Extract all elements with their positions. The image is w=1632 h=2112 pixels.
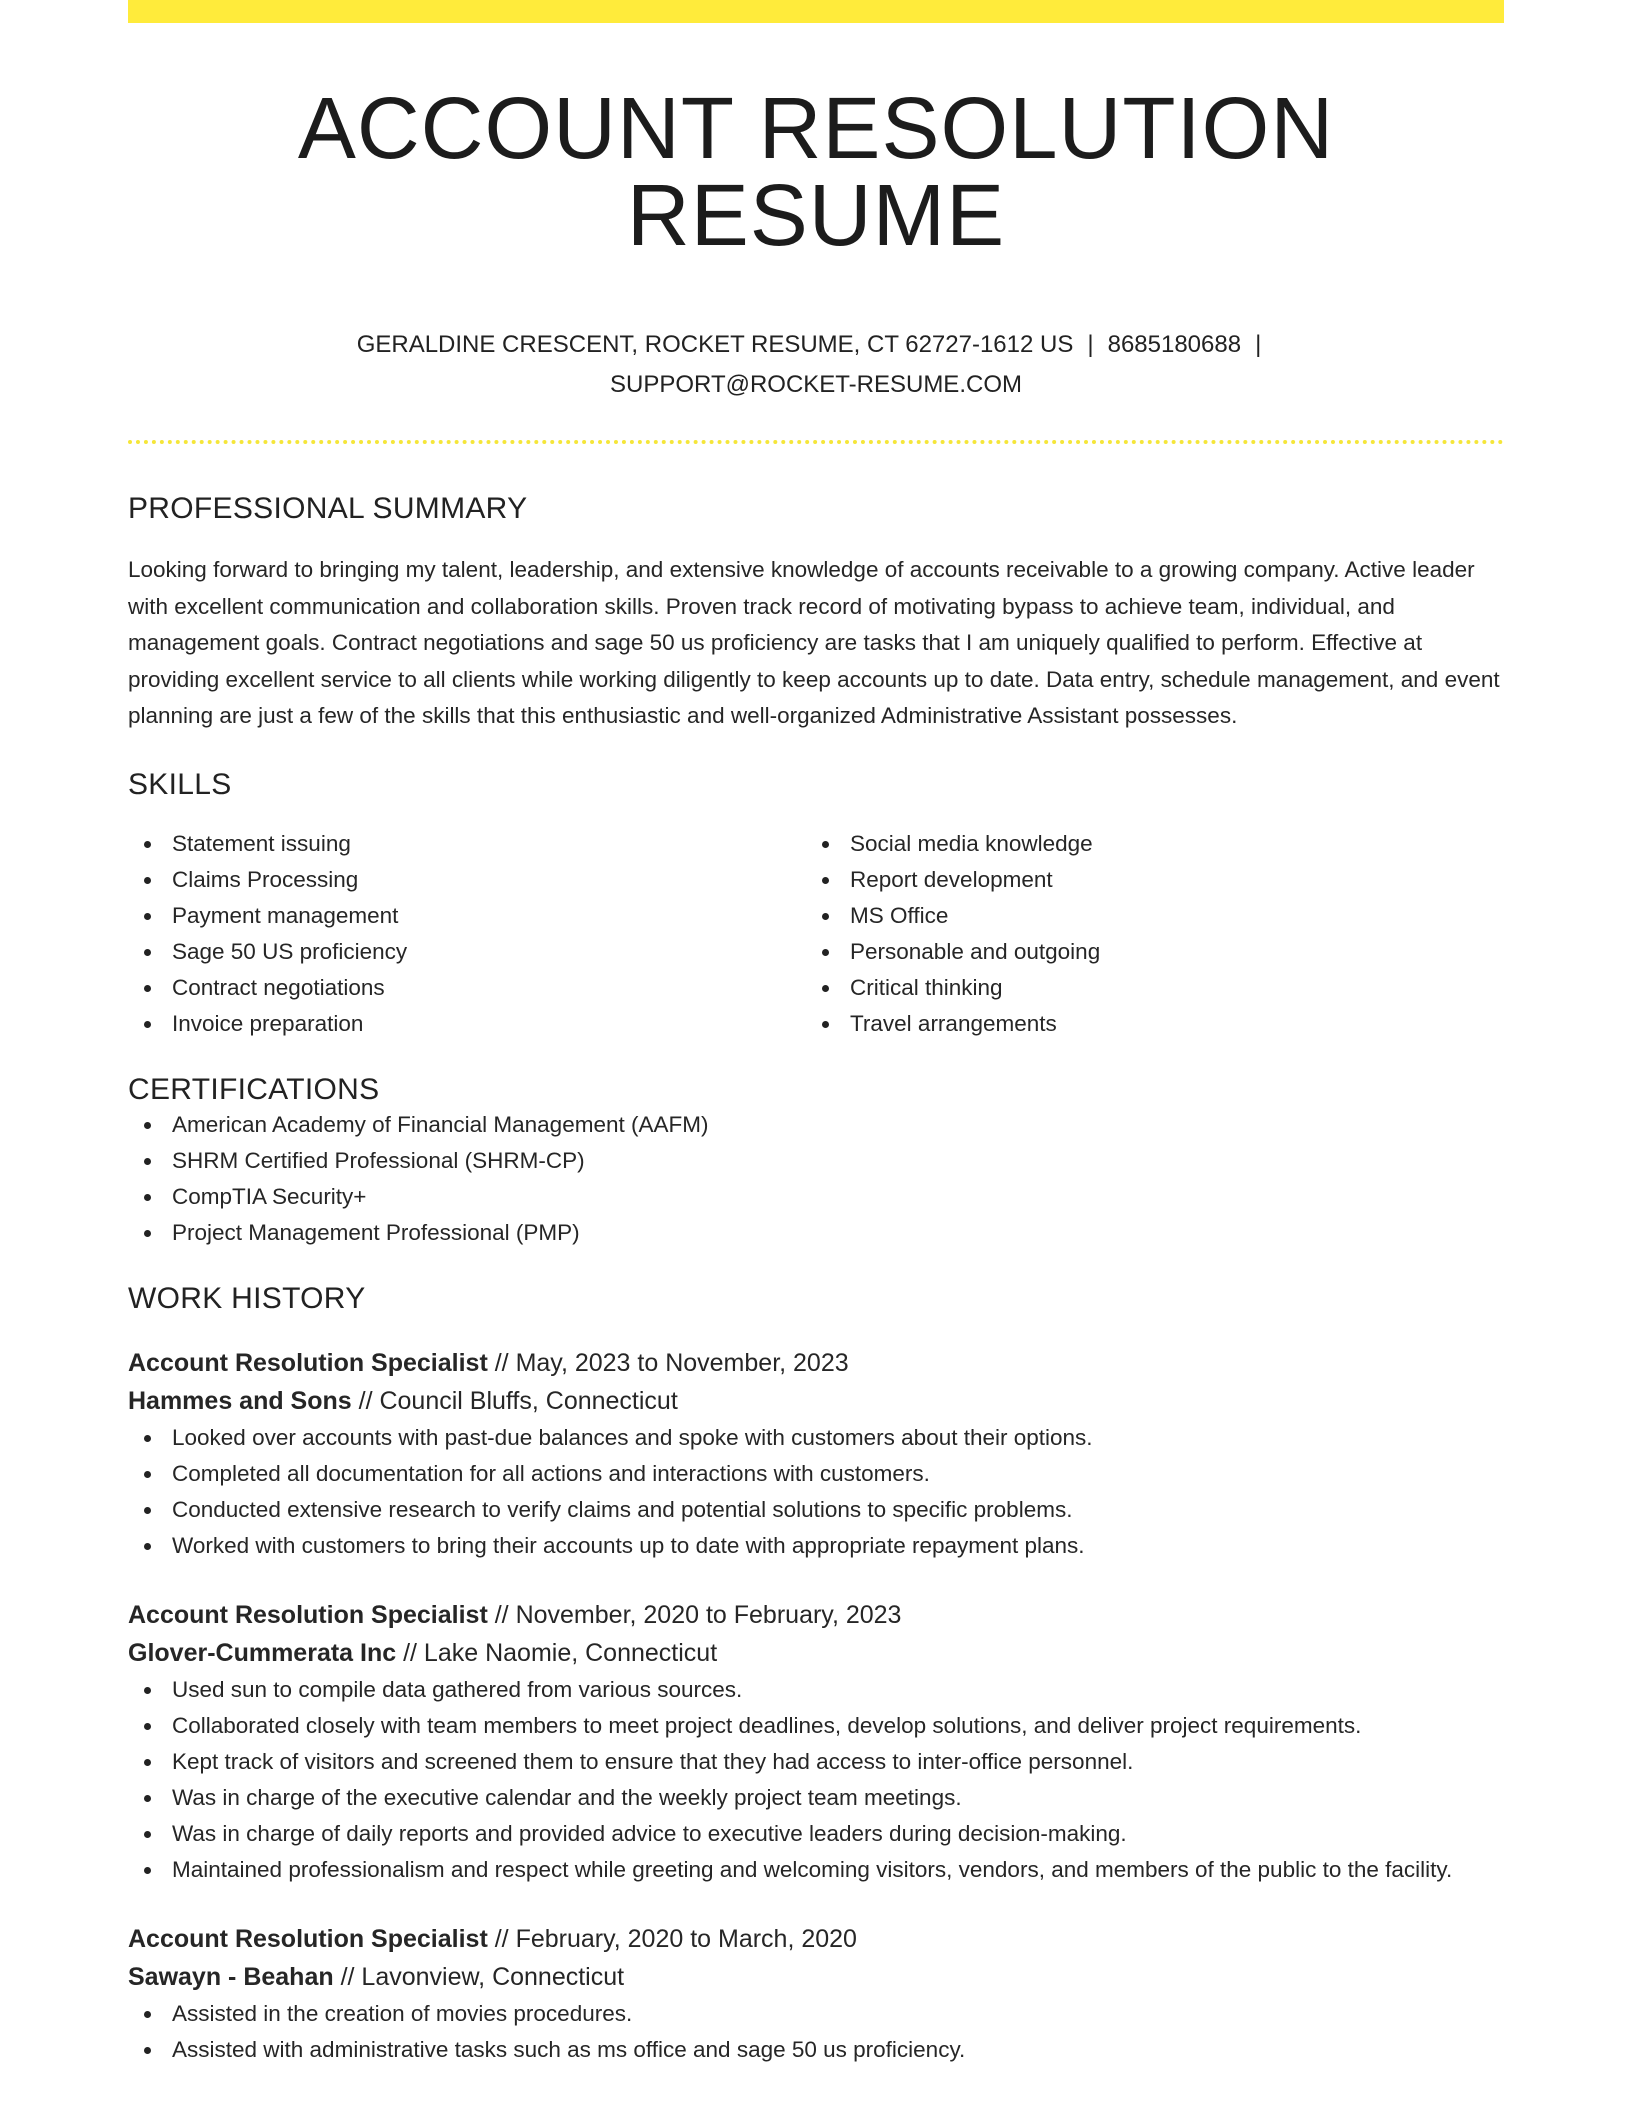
job-duty: Maintained professionalism and respect while greeting and welcoming visitors, vendors, and members of the public to the facility.: [128, 1852, 1504, 1888]
job-entry: [128, 1596, 1504, 1888]
job-entry: [128, 1920, 1504, 2068]
skill-item: Invoice preparation: [128, 1006, 806, 1042]
job-location: // Lake Naomie, Connecticut: [403, 1638, 718, 1667]
work-history-heading: WORK HISTORY: [128, 1281, 366, 1315]
resume-title: ACCOUNT RESOLUTION RESUME: [297, 80, 1335, 264]
job-location: // Lavonview, Connecticut: [340, 1962, 625, 1991]
skills-list-right: [806, 826, 1484, 1042]
job-duty: Was in charge of the executive calendar and the weekly project team meetings.: [128, 1780, 1504, 1816]
skill-item: Personable and outgoing: [806, 934, 1484, 970]
contact-info: [128, 325, 1504, 405]
job-company: Sawayn - Beahan: [128, 1962, 334, 1991]
skills-heading: SKILLS: [128, 767, 232, 801]
certification-item: Project Management Professional (PMP): [128, 1215, 1504, 1251]
contact-email: SUPPORT@ROCKET-RESUME.COM: [610, 371, 1022, 398]
skills-list-left: [128, 826, 806, 1042]
contact-phone: 8685180688: [1107, 331, 1242, 358]
certification-item: American Academy of Financial Management (AAFM): [128, 1107, 1504, 1143]
job-role: Account Resolution Specialist: [128, 1600, 488, 1629]
certification-item: SHRM Certified Professional (SHRM-CP): [128, 1143, 1504, 1179]
skill-item: Social media knowledge: [806, 826, 1484, 862]
job-duty: Was in charge of daily reports and provided advice to executive leaders during decision-making.: [128, 1816, 1504, 1852]
job-duty: Assisted with administrative tasks such as ms office and sage 50 us proficiency.: [128, 2032, 1504, 2068]
job-entry: [128, 1344, 1504, 1564]
accent-top-bar: [128, 0, 1504, 23]
job-duties-list: [128, 1996, 1504, 2068]
dotted-divider: [128, 440, 1504, 444]
skill-item: Claims Processing: [128, 862, 806, 898]
contact-separator: |: [1087, 331, 1094, 358]
job-company-line: [128, 1958, 1504, 1996]
job-duty: Assisted in the creation of movies procedures.: [128, 1996, 1504, 2032]
contact-address: GERALDINE CRESCENT, ROCKET RESUME, CT 62727-1612 US: [356, 331, 1074, 358]
certifications-heading: CERTIFICATIONS: [128, 1072, 380, 1106]
job-dates: // November, 2020 to February, 2023: [494, 1600, 902, 1629]
certifications-list: [128, 1107, 1504, 1251]
job-role-line: [128, 1596, 1504, 1634]
job-role-line: [128, 1344, 1504, 1382]
job-company: Glover-Cummerata Inc: [128, 1638, 397, 1667]
resume-page: [128, 0, 1504, 2068]
skills-grid: [128, 826, 1504, 1042]
summary-text: Looking forward to bringing my talent, leadership, and extensive knowledge of accounts receivable to a growing company. Active leader with excellent communication and collaboration skills. Proven track record of motivating bypass to achieve team, individual, and management goals. Contract negotiations and sage 50 us proficiency are tasks that I am uniquely qualified to perform. Effective at providing excellent service to all clients while working diligently to keep accounts up to date. Data entry, schedule management, and event planning are just a few of the skills that this enthusiastic and well-organized Administrative Assistant possesses.: [128, 557, 1500, 728]
skill-item: Contract negotiations: [128, 970, 806, 1006]
contact-separator: |: [1255, 331, 1262, 358]
job-role: Account Resolution Specialist: [128, 1348, 488, 1377]
job-duty: Looked over accounts with past-due balances and spoke with customers about their options.: [128, 1420, 1504, 1456]
job-dates: // May, 2023 to November, 2023: [494, 1348, 849, 1377]
job-role-line: [128, 1920, 1504, 1958]
skill-item: Travel arrangements: [806, 1006, 1484, 1042]
skill-item: Sage 50 US proficiency: [128, 934, 806, 970]
job-location: // Council Bluffs, Connecticut: [358, 1386, 678, 1415]
job-duty: Kept track of visitors and screened them to ensure that they had access to inter-office personnel.: [128, 1744, 1504, 1780]
job-duties-list: [128, 1672, 1504, 1888]
certification-item: CompTIA Security+: [128, 1179, 1504, 1215]
skill-item: Report development: [806, 862, 1484, 898]
skill-item: Statement issuing: [128, 826, 806, 862]
job-dates: // February, 2020 to March, 2020: [494, 1924, 857, 1953]
skill-item: Payment management: [128, 898, 806, 934]
skill-item: Critical thinking: [806, 970, 1484, 1006]
job-role: Account Resolution Specialist: [128, 1924, 488, 1953]
job-duty: Used sun to compile data gathered from various sources.: [128, 1672, 1504, 1708]
job-duty: Conducted extensive research to verify claims and potential solutions to specific problems.: [128, 1492, 1504, 1528]
job-company-line: [128, 1634, 1504, 1672]
job-duties-list: [128, 1420, 1504, 1564]
skills-column-left: [128, 826, 806, 1042]
job-duty: Worked with customers to bring their accounts up to date with appropriate repayment plans.: [128, 1528, 1504, 1564]
summary-heading: PROFESSIONAL SUMMARY: [128, 492, 528, 525]
job-company-line: [128, 1382, 1504, 1420]
skill-item: MS Office: [806, 898, 1484, 934]
job-company: Hammes and Sons: [128, 1386, 352, 1415]
skills-column-right: [806, 826, 1484, 1042]
job-duty: Completed all documentation for all actions and interactions with customers.: [128, 1456, 1504, 1492]
job-duty: Collaborated closely with team members to meet project deadlines, develop solutions, and deliver project requirements.: [128, 1708, 1504, 1744]
